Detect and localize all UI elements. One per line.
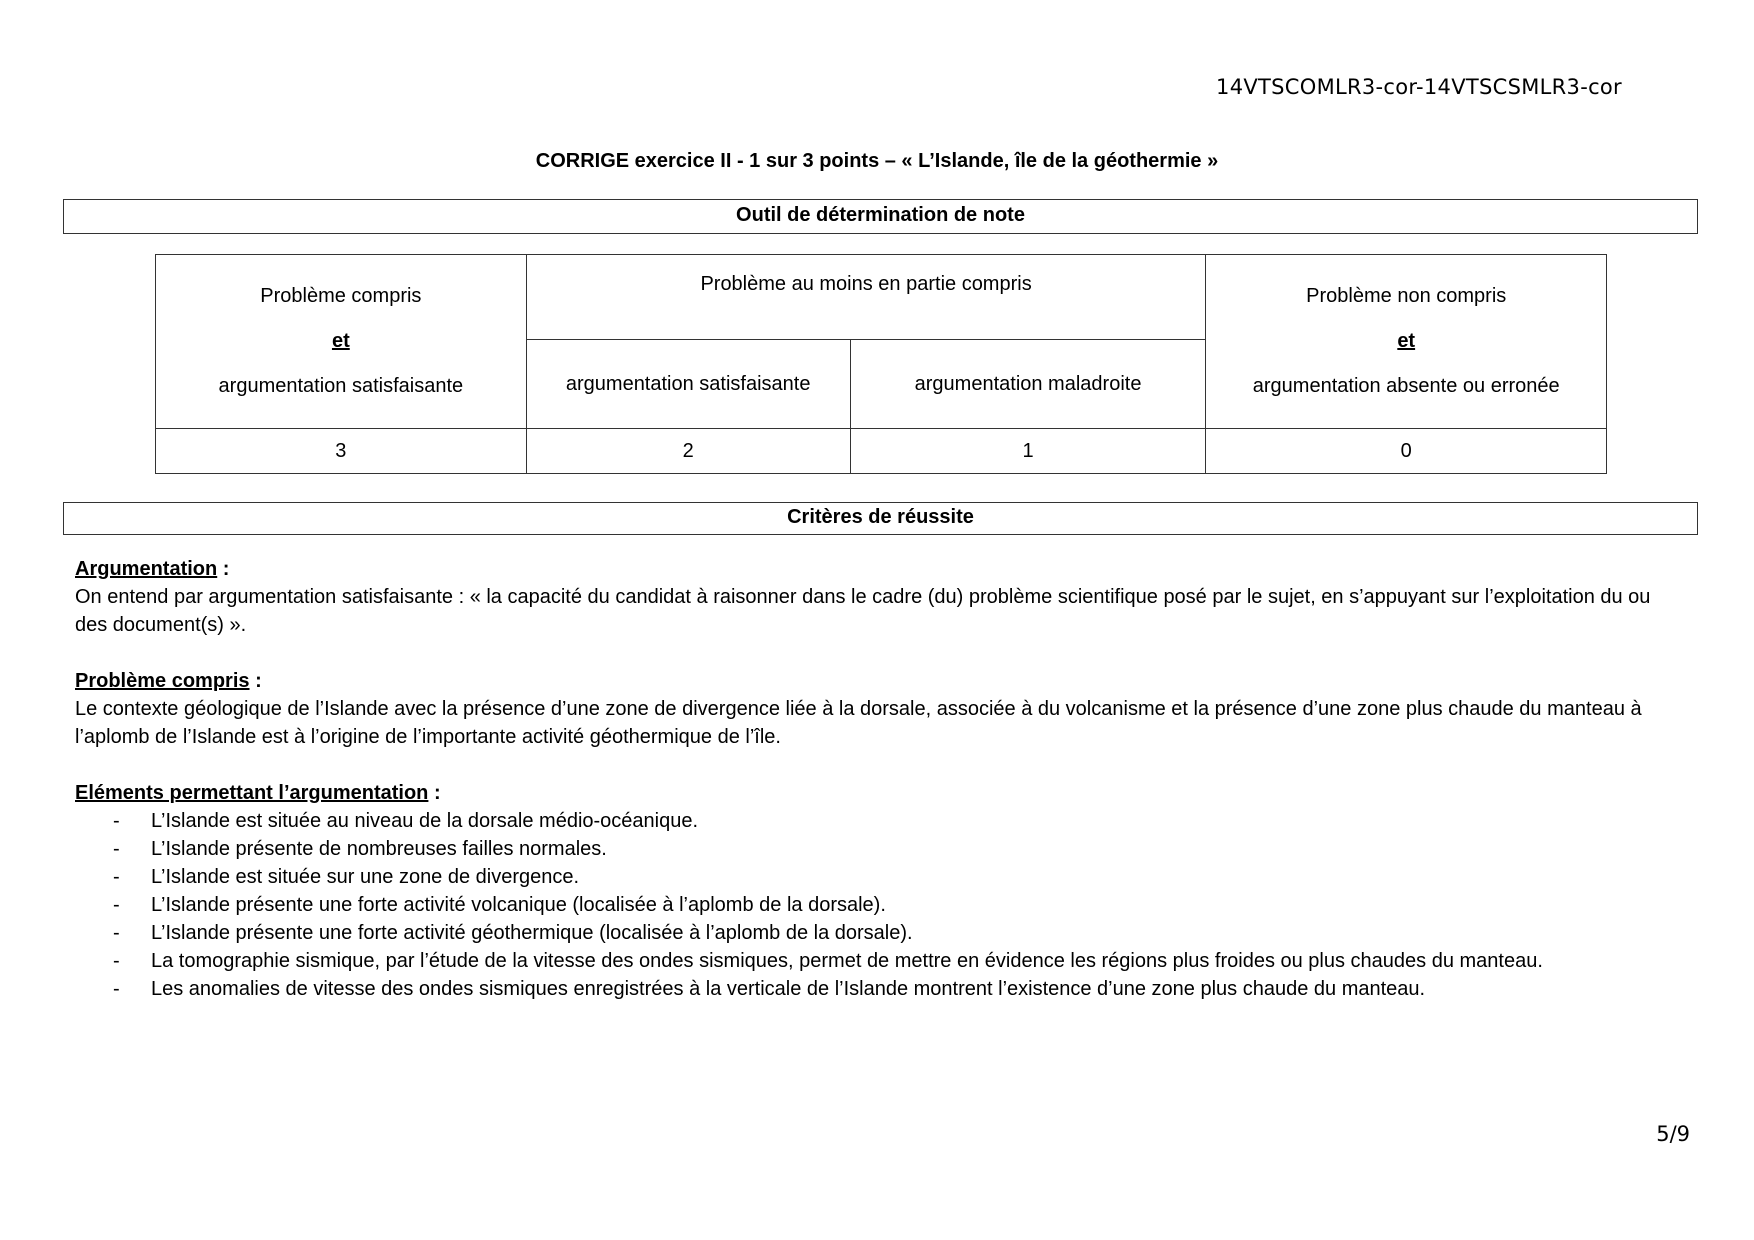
cell-line: argumentation absente ou erronée: [1252, 375, 1560, 397]
list-item-text: L’Islande présente une forte activité géothermique (localisée à l’aplomb de la dorsale).: [151, 922, 913, 944]
list-dash: -: [113, 978, 120, 1000]
grading-tool-heading: Outil de détermination de note: [63, 199, 1698, 234]
section-elements: [75, 779, 1675, 1003]
page-title: CORRIGE exercice II - 1 sur 3 points – « L’Islande, île de la géothermie »: [535, 150, 1219, 172]
list-dash: -: [113, 894, 120, 916]
elements-list: [75, 807, 1675, 1003]
cell-line: Problème non compris: [1306, 285, 1507, 307]
list-dash: -: [113, 866, 120, 888]
list-item: [75, 947, 1675, 975]
score-cell: 0: [1206, 429, 1607, 474]
cell-line: argumentation satisfaisante: [218, 375, 464, 397]
cell-et: et: [1397, 330, 1416, 352]
list-dash: -: [113, 810, 120, 832]
list-item: [75, 919, 1675, 947]
list-dash: -: [113, 950, 120, 972]
section-heading: [75, 555, 1675, 583]
list-dash: -: [113, 838, 120, 860]
page-number: 5/9: [1656, 1122, 1690, 1146]
cell-problem-not-understood: [1206, 255, 1607, 429]
list-item-text: L’Islande est située sur une zone de divergence.: [151, 866, 580, 888]
cell-argument-clumsy: argumentation maladroite: [850, 340, 1206, 429]
list-item: [75, 807, 1675, 835]
cell-et: et: [331, 330, 350, 352]
cell-problem-understood: [156, 255, 527, 429]
section-heading-colon: :: [249, 670, 262, 692]
section-heading-colon: :: [217, 558, 230, 580]
list-item-text: L’Islande présente une forte activité volcanique (localisée à l’aplomb de la dorsale).: [151, 894, 886, 916]
list-dash: -: [113, 922, 120, 944]
cell-partially-understood-header: Problème au moins en partie compris: [526, 255, 1206, 340]
section-argumentation: [75, 555, 1675, 639]
criteria-body: [75, 555, 1675, 1031]
list-item: [75, 891, 1675, 919]
section-heading: [75, 667, 1675, 695]
list-item: [75, 835, 1675, 863]
section-heading-label: Problème compris: [75, 670, 250, 692]
document-reference: 14VTSCOMLR3-cor-14VTSCSMLR3-cor: [1216, 75, 1622, 99]
score-cell: 3: [156, 429, 527, 474]
success-criteria-heading: Critères de réussite: [63, 502, 1698, 535]
list-item-text: La tomographie sismique, par l’étude de la vitesse des ondes sismiques, permet de mettre en évidence les régions plus froides ou plus chaudes du manteau.: [151, 950, 1543, 972]
list-item-text: L’Islande présente de nombreuses failles normales.: [151, 838, 607, 860]
section-problem-understood: [75, 667, 1675, 751]
section-heading-label: Argumentation: [75, 558, 218, 580]
section-heading-colon: :: [428, 782, 441, 804]
list-item-text: L’Islande est située au niveau de la dorsale médio-océanique.: [151, 810, 699, 832]
score-cell: 1: [850, 429, 1206, 474]
list-item-text: Les anomalies de vitesse des ondes sismiques enregistrées à la verticale de l’Islande montrent l’existence d’une zone plus chaude du manteau.: [151, 978, 1426, 1000]
section-heading: [75, 779, 1675, 807]
cell-line: Problème compris: [260, 285, 422, 307]
section-heading-label: Eléments permettant l’argumentation: [75, 782, 429, 804]
list-item: [75, 975, 1675, 1003]
section-text: Le contexte géologique de l’Islande avec la présence d’une zone de divergence liée à la dorsale, associée à du volcanisme et la présence d’une zone plus chaude du manteau à l’aplomb de l’Islande est à l’origine de l’importante activité géothermique de l’île.: [75, 698, 1642, 748]
score-cell: 2: [526, 429, 850, 474]
cell-argument-satisfactory: argumentation satisfaisante: [526, 340, 850, 429]
list-item: [75, 863, 1675, 891]
section-text: On entend par argumentation satisfaisante : « la capacité du candidat à raisonner dans le cadre (du) problème scientifique posé par le sujet, en s’appuyant sur l’exploitation du ou des document(s) ».: [75, 586, 1651, 636]
grading-table: [155, 254, 1607, 474]
